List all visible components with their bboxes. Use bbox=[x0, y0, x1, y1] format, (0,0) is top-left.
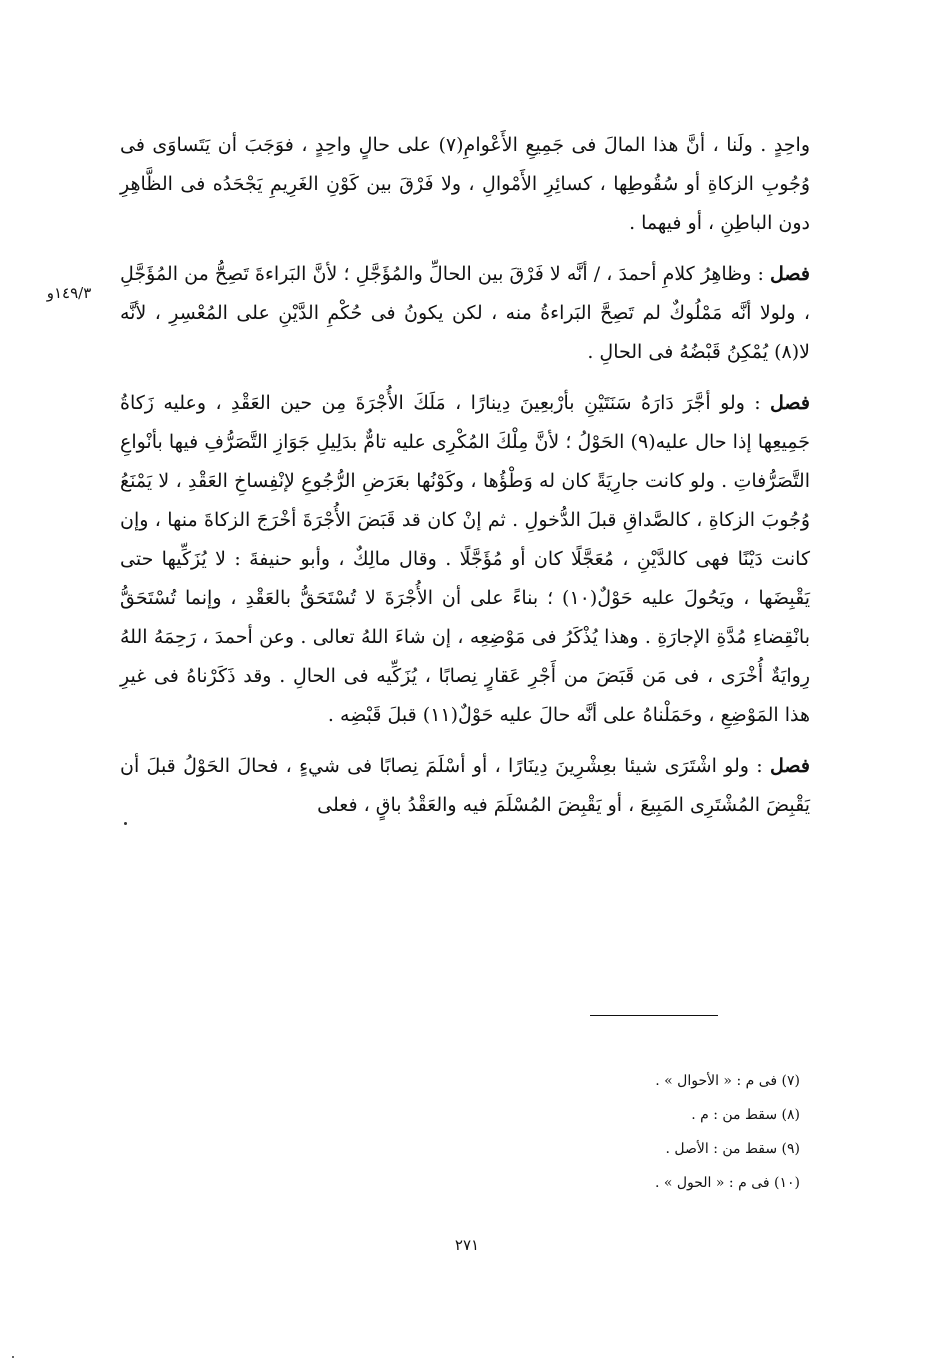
footnote-10: (١٠) فى م : « الحول » . bbox=[654, 1175, 800, 1191]
main-text bbox=[120, 126, 810, 837]
paragraph-1-text: واحِدٍ . ولَنا ، أنَّ هذا المالَ فى جَمِيعِ الأَعْوامِ(٧) على حالٍ واحِدٍ ، فوَجَبَ أن يَتَساوَى فى وُجُوبِ الزكاةِ أو سُقُوطِها ، كسائِرِ الأَمْوالِ ، ولا فَرْقَ بين كَوْنِ الغَرِيمِ يَجْحَدُه فى الظَّاهِرِ دون الباطِنِ ، أو فيهما . bbox=[120, 134, 810, 234]
section-heading-fasl: فصل bbox=[770, 392, 810, 414]
paragraph-2-text: : وظاهِرُ كلامِ أحمدَ ، / أنَّه لا فَرْقَ بين الحالِّ والمُؤَجَّلِ ؛ لأنَّ البَراءةَ تَصِحُّ من المُؤَجَّلِ ، ولولا أنَّه مَمْلُوكٌ لم تَصِحَّ البَراءةُ منه ، لكن يكونُ فى حُكْمِ الدَّيْنِ على المُعْسِرِ ، لأنَّه لا(٨) يُمْكِنُ قَبْضُهُ فى الحالِ . bbox=[120, 263, 810, 363]
section-heading-fasl: فصل bbox=[770, 263, 810, 285]
section-heading-fasl: فصل bbox=[770, 755, 810, 777]
footnote-separator bbox=[590, 1015, 718, 1016]
scan-speck bbox=[124, 822, 127, 825]
paragraph-3 bbox=[120, 384, 810, 735]
paragraph-3-text: : ولو أجَّرَ دَارَهُ سَنَتَيْنِ بأرْبعِينَ دِينارًا ، مَلَكَ الأُجْرَةَ مِن حين العَقْدِ ، وعليه زَكاةُ جَمِيعِها إذا حال عليه(٩) الحَوْلُ ؛ لأنَّ مِلْكَ المُكْرِى عليه تامٌّ بدَلِيلِ جَوَازِ التَّصَرُّفِ فيها بأنْواعِ التَّصَرُّفاتِ . ولو كانت جارِيَةً كان له وَطْؤُها ، وكَوْنُها بعَرَضِ الرُّجُوعِ لإنْفِساخِ العَقْدِ ، لا يَمْنَعُ وُجُوبَ الزكاةِ ، كالصَّداقِ قبلَ الدُّخولِ . ثم إنْ كان قد قَبَضَ الأُجْرَةَ أخْرَجَ الزكاةَ منها ، وإن كانت دَيْنًا فهى كالدَّيْنِ ، مُعَجَّلًا كان أو مُؤَجَّلًا . وقال مالِكٌ ، وأبو حنيفةَ : لا يُزَكِّيها حتى يَقْبِضَها ، ويَحُولَ عليه حَوْلٌ(١٠) ؛ بناءً على أن الأُجْرَةَ لا تُسْتَحَقُّ بالعَقْدِ ، وإنما تُسْتَحَقُّ بانْقِضاءِ مُدَّةِ الإجارَةِ . وهذا يُذْكَرُ فى مَوْضِعِه ، إن شاءَ اللهُ تعالى . وعن أحمدَ ، رَحِمَهُ اللهُ رِوايَةٌ أُخْرَى ، فى مَن قَبَضَ من أَجْرِ عَقارٍ نِصابًا ، يُزَكِّيه فى الحالِ . وقد ذَكَرْناهُ فى غيرِ هذا المَوْضِعِ ، وحَمَلْناهُ على أنَّه حالَ عليه حَوْلٌ(١١) قبلَ قَبْضِه . bbox=[120, 392, 810, 726]
footnote-9: (٩) سقط من : الأصل . bbox=[665, 1141, 800, 1157]
paragraph-4 bbox=[120, 747, 810, 825]
manuscript-folio-reference: ١٤٩/٣و bbox=[46, 284, 92, 302]
footnotes bbox=[430, 1064, 800, 1200]
paragraph-4-text: : ولو اشْتَرَى شيئا بعِشْرِينَ دِينَارًا ، أو أسْلَمَ نِصابًا فى شيءٍ ، فحالَ الحَوْلُ قبلَ أن يَقْبِضَ المُشْتَرِى المَبِيعَ ، أو يَقْبِضَ المُسْلَمَ فيه والعَقْدُ باقٍ ، فعلى bbox=[120, 755, 810, 816]
footnote-7: (٧) فى م : « الأحوال » . bbox=[655, 1073, 800, 1089]
paragraph-1 bbox=[120, 126, 810, 243]
page-number: ٢٧١ bbox=[454, 1236, 480, 1254]
paragraph-2 bbox=[120, 255, 810, 372]
footnote-8: (٨) سقط من : م . bbox=[691, 1107, 800, 1123]
